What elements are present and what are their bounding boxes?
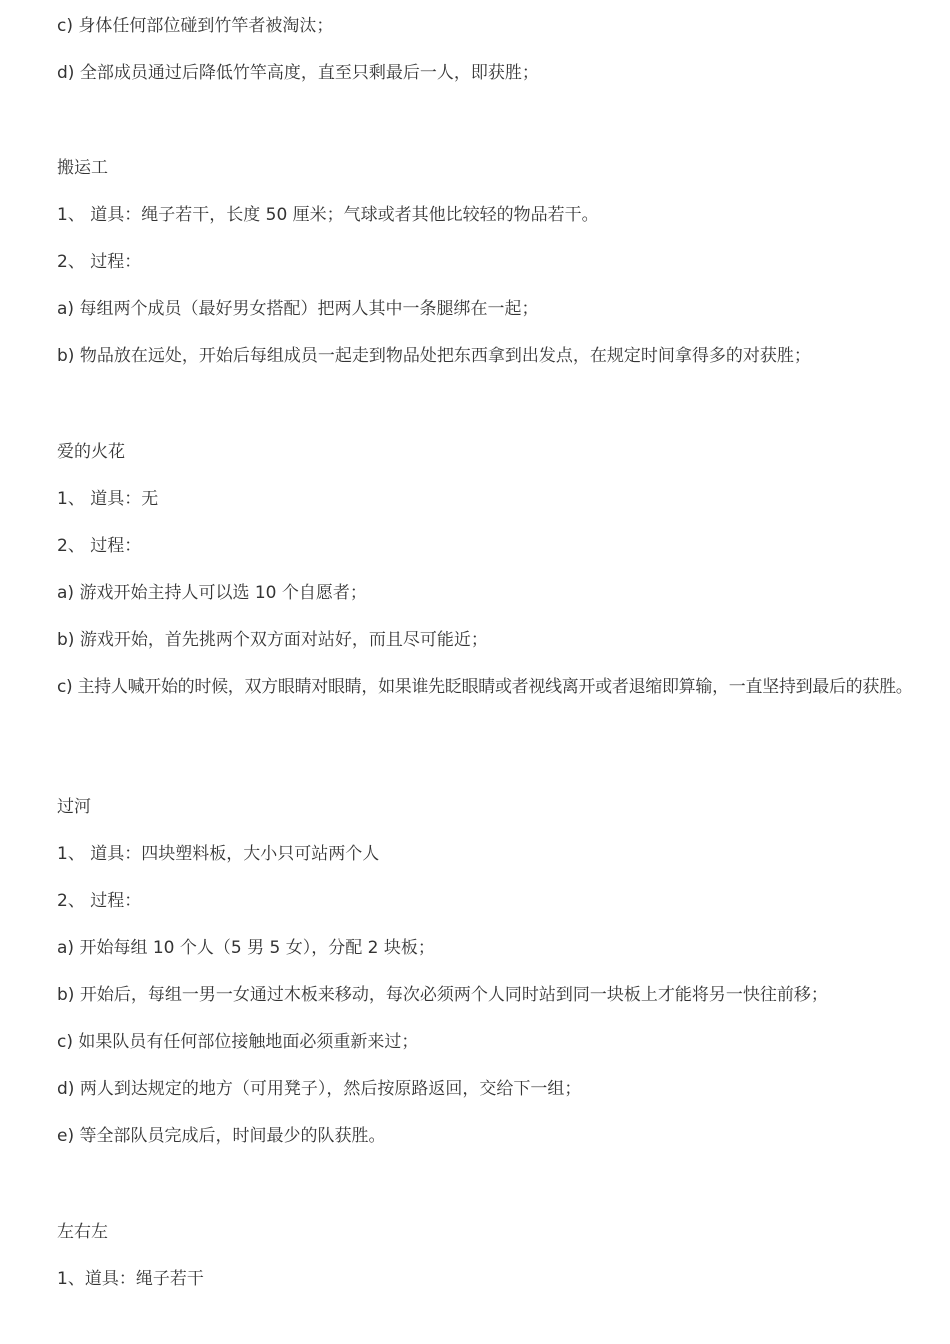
section-title-river-crossing: 过河	[57, 797, 91, 817]
river-step-c: c) 如果队员有任何部位接触地面必须重新来过；	[57, 1032, 419, 1052]
section-title-spark-of-love: 爱的火花	[57, 442, 125, 462]
river-process-heading: 2、 过程：	[57, 891, 142, 911]
section-title-left-right-left: 左右左	[57, 1222, 108, 1242]
porter-step-b: b) 物品放在远处，开始后每组成员一起走到物品处把东西拿到出发点，在规定时间拿得多的对获胜；	[57, 346, 811, 366]
spark-step-c: c) 主持人喊开始的时候，双方眼睛对眼睛，如果谁先眨眼睛或者视线离开或者退缩即算输，一直坚持到最后的获胜。	[57, 677, 913, 697]
rule-c-eliminated: c) 身体任何部位碰到竹竿者被淘汰；	[57, 16, 334, 36]
spark-step-b: b) 游戏开始，首先挑两个双方面对站好，而且尽可能近；	[57, 630, 488, 650]
porter-process-heading: 2、 过程：	[57, 252, 142, 272]
rule-d-winner: d) 全部成员通过后降低竹竿高度，直至只剩最后一人，即获胜；	[57, 63, 539, 83]
river-step-a: a) 开始每组 10 个人（5 男 5 女），分配 2 块板；	[57, 938, 435, 958]
spark-process-heading: 2、 过程：	[57, 536, 142, 556]
river-step-e: e) 等全部队员完成后，时间最少的队获胜。	[57, 1126, 386, 1146]
river-props: 1、 道具：四块塑料板，大小只可站两个人	[57, 844, 380, 864]
section-title-porter: 搬运工	[57, 158, 108, 178]
porter-step-a: a) 每组两个成员（最好男女搭配）把两人其中一条腿绑在一起；	[57, 299, 539, 319]
river-step-b: b) 开始后，每组一男一女通过木板来移动，每次必须两个人同时站到同一块板上才能将另一快往前移；	[57, 985, 828, 1005]
spark-props: 1、 道具：无	[57, 489, 159, 509]
porter-props: 1、 道具：绳子若干，长度 50 厘米；气球或者其他比较轻的物品若干。	[57, 205, 599, 225]
spark-step-a: a) 游戏开始主持人可以选 10 个自愿者；	[57, 583, 367, 603]
river-step-d: d) 两人到达规定的地方（可用凳子），然后按原路返回，交给下一组；	[57, 1079, 582, 1099]
lrl-props: 1、道具：绳子若干	[57, 1269, 204, 1289]
